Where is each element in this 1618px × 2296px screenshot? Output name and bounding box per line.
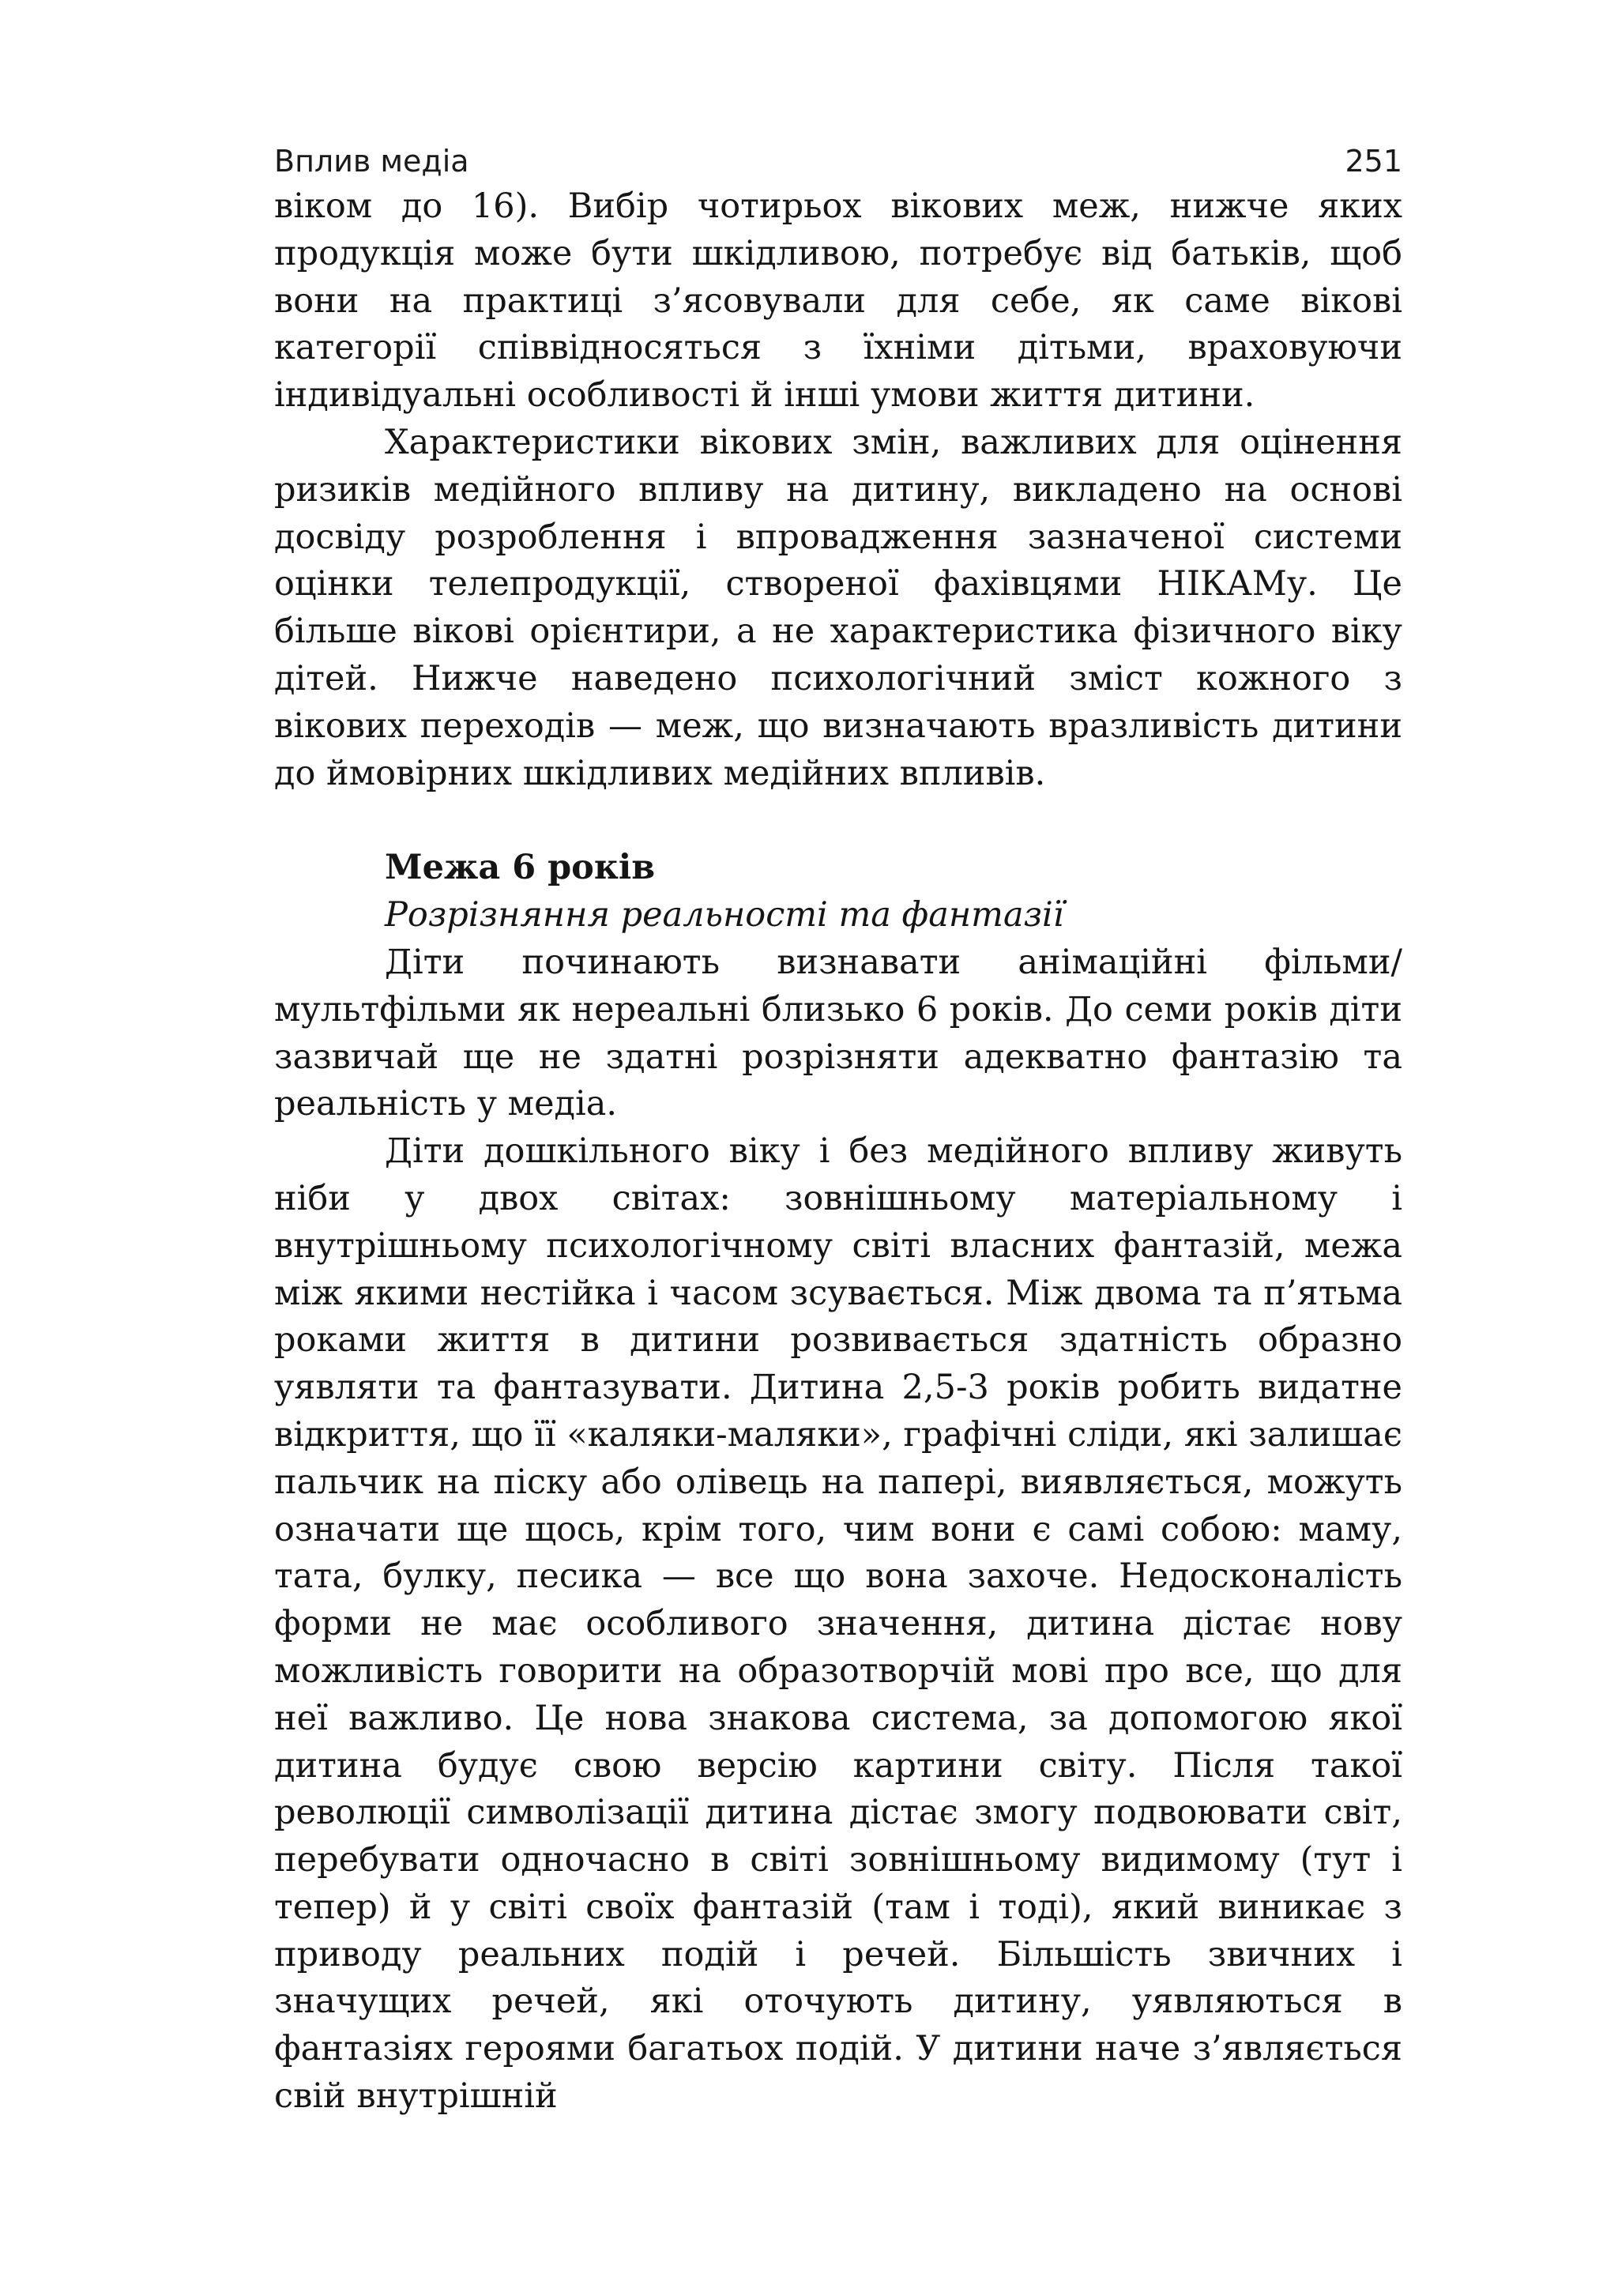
book-page bbox=[274, 139, 1402, 2121]
paragraph-preschool: Діти дошкільного віку і без медійного впливу живуть ніби у двох світах: зовнішньому матеріальному і внутрішньому психологічному світі власних фантазій, межа між якими нестійка і часом зсувається. Між двома та п’ятьма роками життя в дитини розвивається здатність образно уявляти та фантазувати. Дитина 2,5-3 років робить видатне відкриття, що її «каляки-маляки», графічні сліди, які залишає пальчик на піску або олівець на папері, виявляється, можуть означати ще щось, крім того, чим вони є самі собою: маму, тата, булку, песика — все що вона захоче. Недосконалість форми не має особливого значення, дитина дістає нову можливість говорити на образотворчій мові про все, що для неї важливо. Це нова знакова система, за допомогою якої дитина будує свою версію картини світу. Після такої революції символізації дитина дістає змогу подвоювати світ, перебувати одночасно в світі зовнішньому видимому (тут і тепер) й у світі своїх фантазій (там і тоді), який виникає з приводу реальних подій і речей. Більшість звичних і значущих речей, які оточують дитину, уявляються в фантазіях героями багатьох подій. У дитини наче з’являється свій внутрішній bbox=[274, 1131, 1402, 2117]
page-number: 251 bbox=[1345, 144, 1402, 179]
running-head bbox=[274, 139, 1402, 183]
page-body bbox=[274, 183, 1402, 2121]
section-gap bbox=[274, 797, 1402, 845]
paragraph-age-characteristics: Характеристики вікових змін, важливих для оцінення ризиків медійного впливу на дитину, викладено на основі досвіду розроблення і впровадження зазначеної системи оцінки телепродукції, створеної фахівцями НІКАМу. Це більше вікові орієнтири, а не характеристика фізичного віку дітей. Нижче наведено психологічний зміст кожного з вікових переходів — меж, що визначають вразливість дитини до ймовірних шкідливих медійних впливів. bbox=[274, 422, 1402, 793]
paragraph-animation: Діти починають визнавати анімаційні фільми/мультфільми як нереальні близько 6 років. До семи років діти зазвичай ще не здатні розрізняти адекватно фантазію та реальність у медіа. bbox=[274, 942, 1402, 1124]
running-head-title: Вплив медіа bbox=[274, 144, 469, 179]
section-heading: Межа 6 років bbox=[385, 848, 656, 888]
section-subheading: Розрізняння реальності та фантазії bbox=[385, 895, 1064, 935]
paragraph-continuation: віком до 16). Вибір чотирьох вікових меж, нижче яких продукція може бути шкідливою, потребує від батьків, щоб вони на практиці з’ясовували для себе, як саме вікові категорії співвідносяться з їхніми дітьми, враховуючи індивідуальні особливості й інші умови життя дитини. bbox=[274, 186, 1402, 416]
